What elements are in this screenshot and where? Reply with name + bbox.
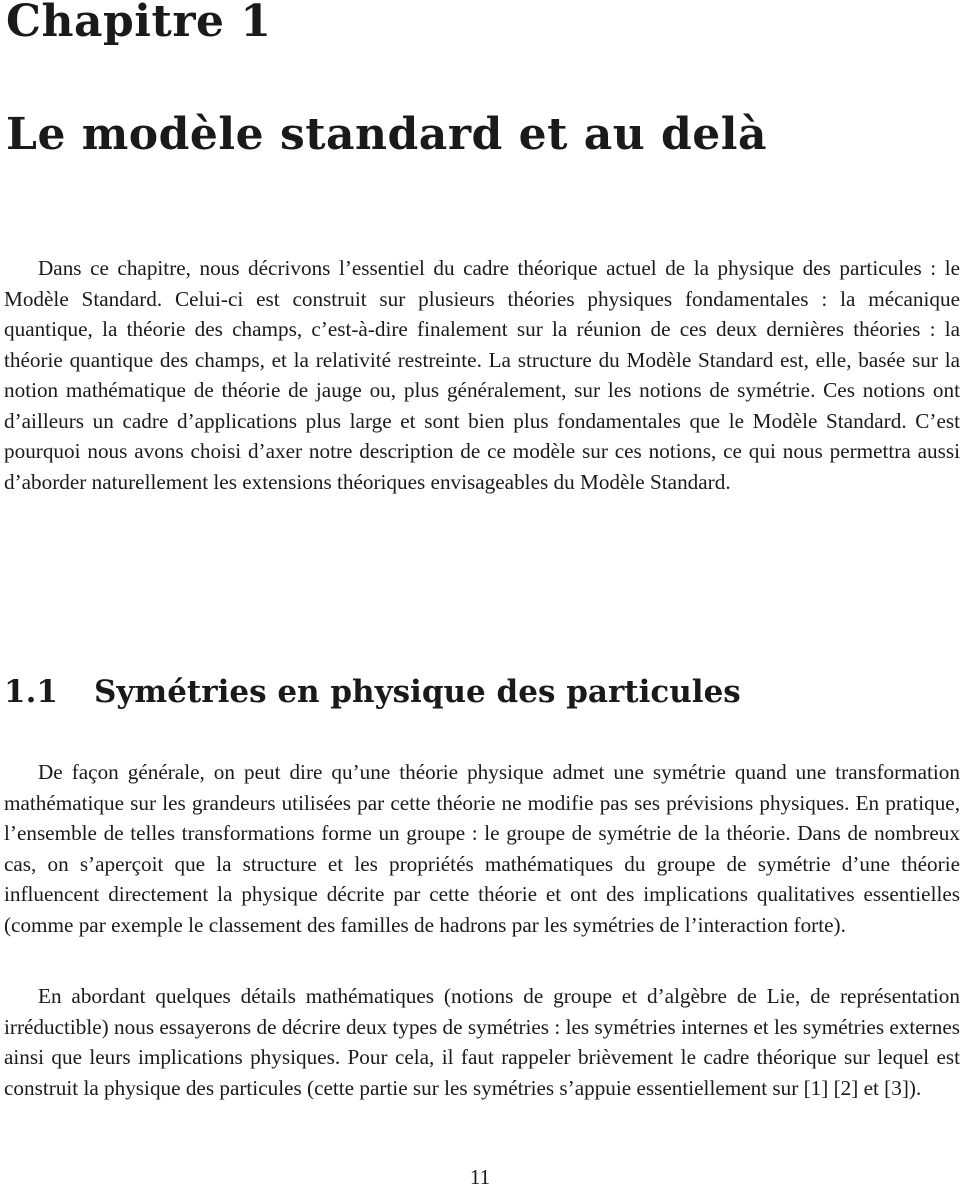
- chapter-label: Chapitre 1: [6, 0, 272, 47]
- body-paragraph: De façon générale, on peut dire qu’une théorie physique admet une symétrie quand une transformation mathématique sur les grandeurs utilisées par cette théorie ne modifie pas ses prévisions physiques. En pratique, l’ensemble de telles transformations forme un groupe : le groupe de symétrie de la théorie. Dans de nombreux cas, on s’aperçoit que la structure et les propriétés mathématiques du groupe de symétrie d’une théorie influencent directement la physique décrite par cette théorie et ont des implications qualitatives essentielles (comme par exemple le classement des familles de hadrons par les symétries de l’interaction forte).: [4, 760, 960, 937]
- section-title: Symétries en physique des particules: [94, 674, 741, 710]
- page-number: 11: [469, 1165, 491, 1189]
- section-number: 1.1: [4, 674, 58, 710]
- intro-paragraph: Dans ce chapitre, nous décrivons l’essentiel du cadre théorique actuel de la physique des particules : le Modèle Standard. Celui-ci est construit sur plusieurs théories physiques fondamentales : la mécanique quantique, la théorie des champs, c’est-à-dire finalement sur la réunion de ces deux dernières théories : la théorie quantique des champs, et la relativité restreinte. La structure du Modèle Standard est, elle, basée sur la notion mathématique de théorie de jauge ou, plus généralement, sur les notions de symétrie. Ces notions ont d’ailleurs un cadre d’applications plus large et sont bien plus fondamentales que le Modèle Standard. C’est pourquoi nous avons choisi d’axer notre description de ce modèle sur ces notions, ce qui nous permettra aussi d’aborder naturellement les extensions théoriques envisageables du Modèle Standard.: [4, 256, 960, 494]
- body-paragraph: En abordant quelques détails mathématiques (notions de groupe et d’algèbre de Lie, de représentation irréductible) nous essayerons de décrire deux types de symétries : les symétries internes et les symétries externes ainsi que leurs implications physiques. Pour cela, il faut rappeler brièvement le cadre théorique sur lequel est construit la physique des particules (cette partie sur les symétries s’appuie essentiellement sur [1] [2] et [3]).: [4, 984, 960, 1100]
- chapter-title: Le modèle standard et au delà: [6, 109, 768, 160]
- section-heading: [4, 672, 741, 712]
